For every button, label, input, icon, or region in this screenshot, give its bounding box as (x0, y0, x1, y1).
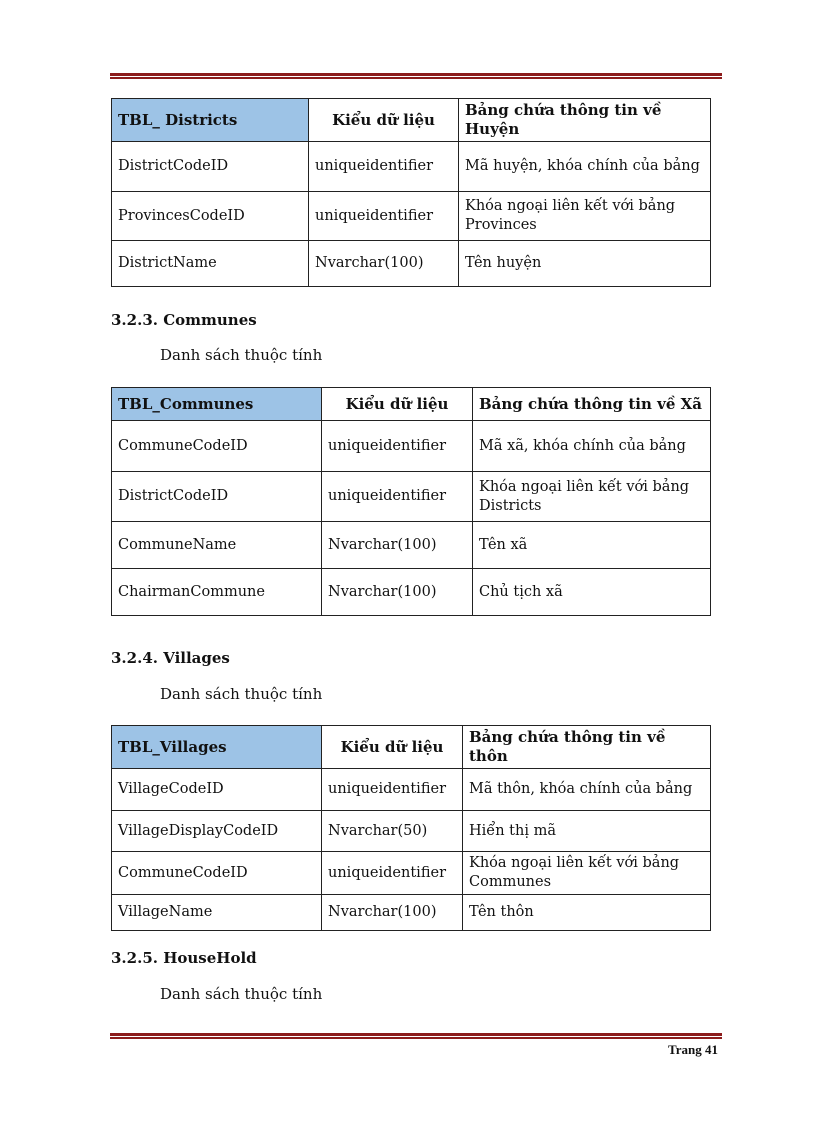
table-cell: Mã huyện, khóa chính của bảng (459, 142, 711, 192)
section-text: Danh sách thuộc tính (160, 985, 323, 1003)
table-cell: Tên xã (473, 522, 711, 569)
table-header-cell: TBL_Villages (112, 726, 322, 769)
table-cell: uniqueidentifier (309, 142, 459, 192)
table-row (112, 895, 711, 931)
villages-table (111, 725, 711, 931)
table-cell: CommuneCodeID (112, 852, 322, 895)
table-cell: VillageDisplayCodeID (112, 811, 322, 852)
section-heading: 3.2.4. Villages (111, 649, 230, 667)
section-heading: 3.2.5. HouseHold (111, 949, 257, 967)
table-cell: Tên huyện (459, 241, 711, 287)
table-row (112, 421, 711, 472)
table-cell: DistrictCodeID (112, 142, 309, 192)
table-header-row (112, 388, 711, 421)
table-cell: Khóa ngoại liên kết với bảng Communes (463, 852, 711, 895)
table-header-row (112, 726, 711, 769)
table-row (112, 569, 711, 616)
table-cell: ChairmanCommune (112, 569, 322, 616)
table-header-cell: Bảng chứa thông tin về thôn (463, 726, 711, 769)
header-rule (110, 73, 722, 80)
table-cell: uniqueidentifier (322, 421, 473, 472)
table-cell: Nvarchar(50) (322, 811, 463, 852)
table-cell: Khóa ngoại liên kết với bảng Provinces (459, 192, 711, 241)
table-row (112, 522, 711, 569)
table-cell: ProvincesCodeID (112, 192, 309, 241)
table-cell: Nvarchar(100) (309, 241, 459, 287)
table-row (112, 811, 711, 852)
table-cell: Mã thôn, khóa chính của bảng (463, 769, 711, 811)
table-cell: uniqueidentifier (322, 852, 463, 895)
table-cell: Hiển thị mã (463, 811, 711, 852)
table-header-cell: Bảng chứa thông tin về Huyện (459, 99, 711, 142)
table-header-cell: Kiểu dữ liệu (309, 99, 459, 142)
page-number: Trang 41 (668, 1042, 718, 1057)
table-row (112, 241, 711, 287)
table-row (112, 142, 711, 192)
table-cell: VillageCodeID (112, 769, 322, 811)
communes-table (111, 387, 711, 616)
table-cell: Tên thôn (463, 895, 711, 931)
table-cell: DistrictCodeID (112, 472, 322, 522)
table-cell: CommuneCodeID (112, 421, 322, 472)
table-header-cell: TBL_ Districts (112, 99, 309, 142)
section-heading: 3.2.3. Communes (111, 311, 257, 329)
table-cell: Nvarchar(100) (322, 895, 463, 931)
table-cell: CommuneName (112, 522, 322, 569)
table-cell: Nvarchar(100) (322, 569, 473, 616)
table-cell: Mã xã, khóa chính của bảng (473, 421, 711, 472)
table-row (112, 192, 711, 241)
table-cell: VillageName (112, 895, 322, 931)
table-cell: Nvarchar(100) (322, 522, 473, 569)
table-header-cell: Kiểu dữ liệu (322, 726, 463, 769)
table-cell: Chủ tịch xã (473, 569, 711, 616)
table-row (112, 769, 711, 811)
table-cell: uniqueidentifier (322, 472, 473, 522)
table-row (112, 472, 711, 522)
section-text: Danh sách thuộc tính (160, 346, 323, 364)
table-header-cell: Bảng chứa thông tin về Xã (473, 388, 711, 421)
table-cell: uniqueidentifier (322, 769, 463, 811)
table-cell: uniqueidentifier (309, 192, 459, 241)
footer-rule (110, 1033, 722, 1040)
table-header-cell: Kiểu dữ liệu (322, 388, 473, 421)
table-header-row (112, 99, 711, 142)
table-header-cell: TBL_Communes (112, 388, 322, 421)
table-cell: DistrictName (112, 241, 309, 287)
table-row (112, 852, 711, 895)
section-text: Danh sách thuộc tính (160, 685, 323, 703)
table-cell: Khóa ngoại liên kết với bảng Districts (473, 472, 711, 522)
districts-table (111, 98, 711, 287)
